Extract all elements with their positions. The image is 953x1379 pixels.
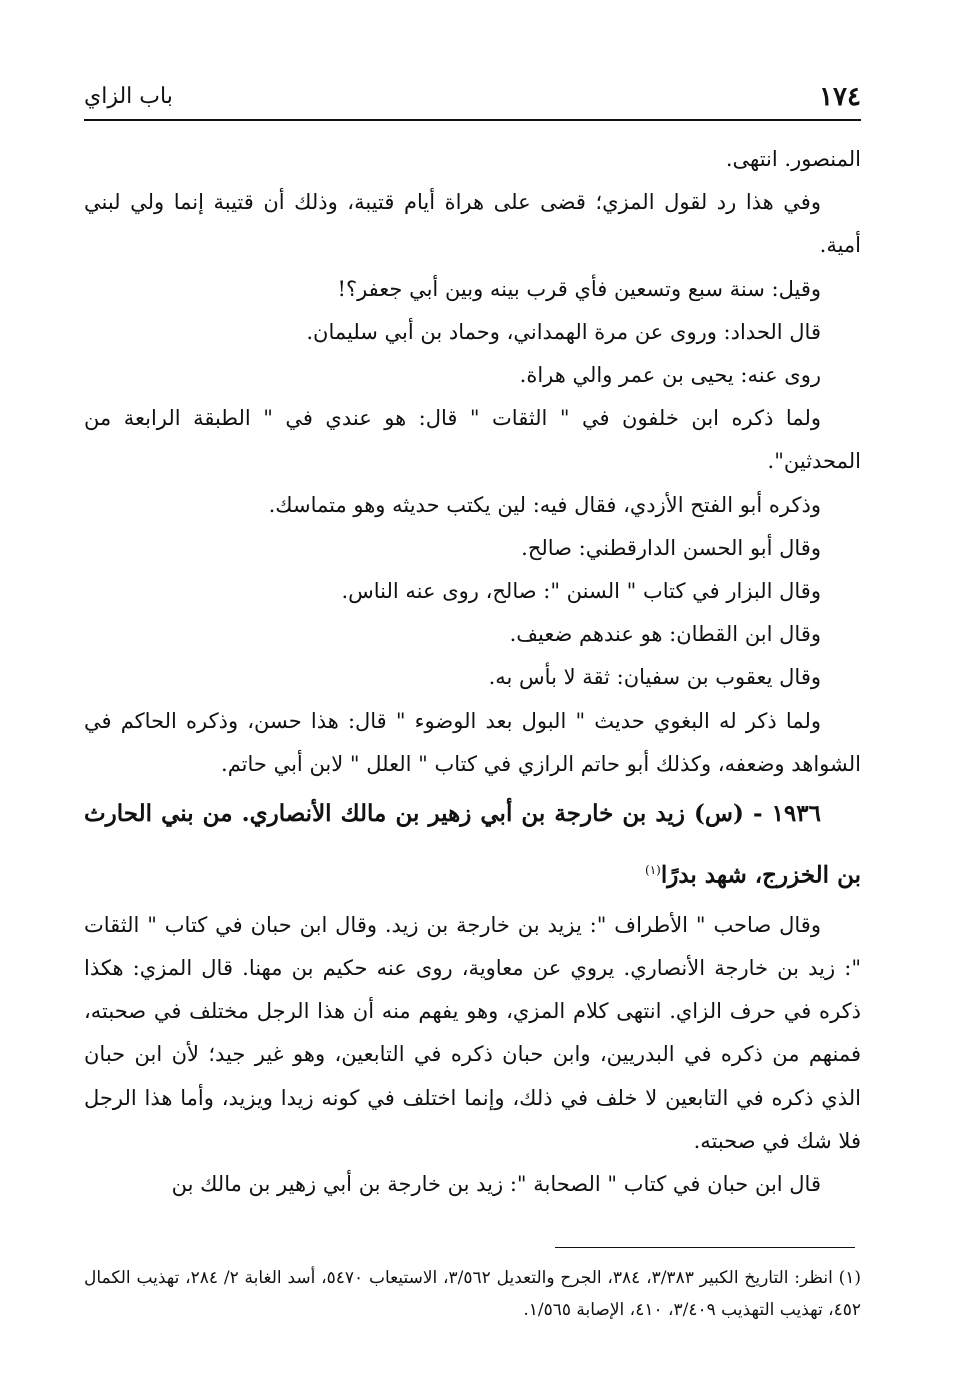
paragraph: قال ابن حبان في كتاب " الصحابة ": زيد بن خارجة بن أبي زهير بن مالك بن — [171, 1171, 821, 1196]
paragraph: وقيل: سنة سبع وتسعين فأي قرب بينه وبين أبي جعفر؟! — [337, 276, 821, 301]
paragraph: وقال ابن القطان: هو عندهم ضعيف. — [509, 622, 821, 647]
entry-heading-text: ١٩٣٦ - (س) زيد بن خارجة بن أبي زهير بن مالك الأنصاري. من بني الحارث بن الخزرج، شهد بدرًا — [84, 800, 861, 889]
paragraph: وقال يعقوب بن سفيان: ثقة لا بأس به. — [488, 665, 821, 690]
paragraph: وقال البزار في كتاب " السنن ": صالح، روى عنه الناس. — [341, 579, 821, 604]
footnote-reference[interactable]: (١) — [645, 863, 661, 878]
paragraph: وقال صاحب " الأطراف ": يزيد بن خارجة بن زيد. وقال ابن حبان في كتاب " الثقات ": زيد بن خارجة الأنصاري. يروي عن معاوية، روى عنه حكيم بن مهنا. قال المزي: هكذا ذكره في حرف الزاي. انتهى كلام المزي، وهو يفهم منه أن هذا الرجل مختلف في صحبته، فمنهم من ذكره في البدريين، وابن حبان ذكره في التابعين، وهو غير جيد؛ لأن ابن حبان الذي ذكره في التابعين لا خلف في ذلك، وإنما اختلف في كونه زيدا ويزيد، وأما هذا الرجل فلا شك في صحبته. — [84, 912, 861, 1153]
footnote-rule — [555, 1247, 855, 1248]
page-number: ١٧٤ — [819, 82, 861, 112]
paragraph: وقال أبو الحسن الدارقطني: صالح. — [521, 535, 821, 560]
paragraph: المنصور. انتهى. — [725, 147, 861, 171]
paragraph: وفي هذا رد لقول المزي؛ قضى على هراة أيام قتيبة، وذلك أن قتيبة إنما ولي لبني أمية. — [84, 190, 861, 258]
paragraph: ولما ذكر له البغوي حديث " البول بعد الوضوء " قال: هذا حسن، وذكره الحاكم في الشواهد وضعفه، وكذلك أبو حاتم الرازي في كتاب " العلل " لابن أبي حاتم. — [84, 708, 861, 776]
paragraph: وذكره أبو الفتح الأزدي، فقال فيه: لين يكتب حديثه وهو متماسك. — [268, 492, 821, 517]
page-header — [84, 78, 861, 118]
entry-heading — [84, 786, 861, 904]
header-rule — [84, 119, 861, 121]
paragraph: ولما ذكره ابن خلفون في " الثقات " قال: هو عندي في " الطبقة الرابعة من المحدثين". — [84, 406, 861, 474]
main-text — [84, 138, 861, 1206]
paragraph: قال الحداد: وروى عن مرة الهمداني، وحماد بن أبي سليمان. — [306, 319, 821, 344]
running-title: باب الزاي — [84, 84, 173, 109]
paragraph: روى عنه: يحيى بن عمر والي هراة. — [519, 363, 821, 388]
footnote: (١) انظر: التاريخ الكبير ٣/٣٨٣، ٣٨٤، الجرح والتعديل ٣/٥٦٢، الاستيعاب ٥٤٧٠، أسد الغابة ٢/ ٢٨٤، تهذيب الكمال ٤٥٢، تهذيب التهذيب ٣/٤٠٩، ٤١٠، الإصابة ١/٥٦٥. — [84, 1268, 861, 1320]
